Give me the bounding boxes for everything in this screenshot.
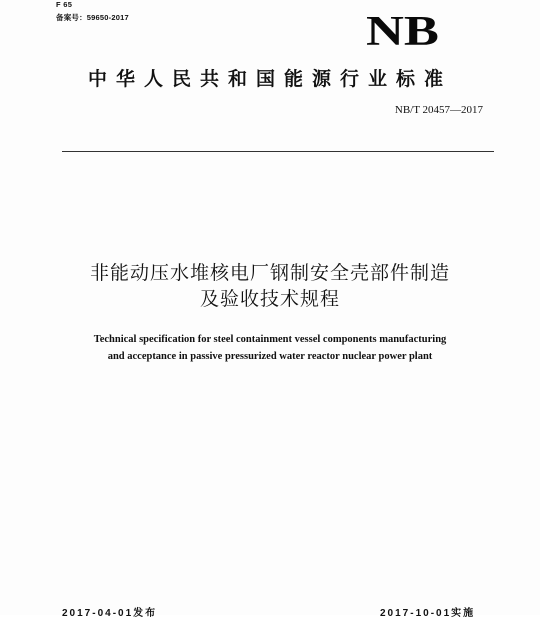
title-en-line-2: and acceptance in passive pressurized water reactor nuclear power plant — [107, 351, 433, 362]
title-zh-line-2: 及验收技术规程 — [199, 288, 340, 310]
standard-number: NB/T 20457—2017 — [394, 104, 483, 116]
standard-type-heading: 中华人民共和国能源行业标准 — [87, 68, 452, 90]
divider-rule — [62, 151, 494, 152]
title-en-line-1: Technical specification for steel containment vessel components manufacturing — [93, 334, 447, 345]
implement-date: 2017-10-01实施 — [380, 608, 476, 619]
title-zh-line-1: 非能动压水堆核电厂钢制安全壳部件制造 — [89, 262, 450, 284]
issue-date: 2017-04-01发布 — [62, 608, 158, 619]
ccs-code: F 65 — [56, 0, 73, 9]
nb-logo: NB — [366, 9, 439, 55]
filing-number: 备案号：59650-2017 — [56, 13, 129, 22]
